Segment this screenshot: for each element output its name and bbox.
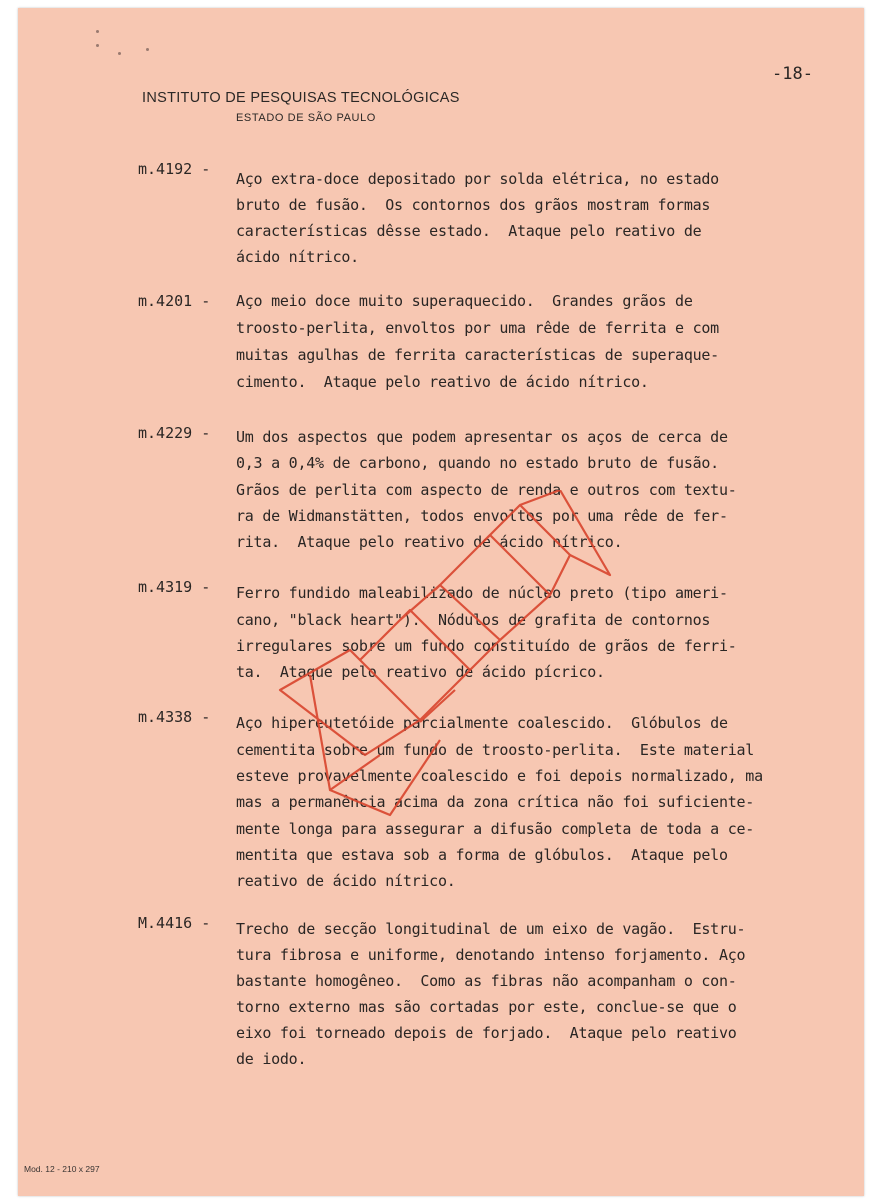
entry-line: cementita sobre um fundo de troosto-perlita. Este material xyxy=(236,741,755,759)
entry-line: ácido nítrico. xyxy=(236,248,359,266)
entry-line: troosto-perlita, envoltos por uma rêde de ferrita e com xyxy=(236,319,719,337)
entry-line: muitas agulhas de ferrita características de superaque- xyxy=(236,346,719,364)
entry-line: Um dos aspectos que podem apresentar os aços de cerca de xyxy=(236,428,728,446)
entry-line: mentita que estava sob a forma de glóbulos. Ataque pelo xyxy=(236,846,728,864)
entry-line: eixo foi torneado depois de forjado. Ataque pelo reativo xyxy=(236,1024,737,1042)
entry-line: Aço extra-doce depositado por solda elétrica, no estado xyxy=(236,170,719,188)
paper-speck xyxy=(96,30,99,33)
entry-line: Aço hipereutetóide parcialmente coalescido. Glóbulos de xyxy=(236,714,728,732)
entry-line: irregulares sobre um fundo constituído de grãos de ferri- xyxy=(236,637,737,655)
paper-speck xyxy=(146,48,149,51)
entry-line: tura fibrosa e uniforme, denotando intenso forjamento. Aço xyxy=(236,946,746,964)
entry-line: mente longa para assegurar a difusão completa de toda a ce- xyxy=(236,820,755,838)
entry-line: bastante homogêneo. Como as fibras não acompanham o con- xyxy=(236,972,737,990)
entry-line: esteve provavelmente coalescido e foi depois normalizado, ma xyxy=(236,767,763,785)
entry-line: rita. Ataque pelo reativo de ácido nítrico. xyxy=(236,533,623,551)
specimen-code: M.4416 - xyxy=(138,914,211,932)
entry-line: torno externo mas são cortadas por este, conclue-se que o xyxy=(236,998,737,1016)
entry-line: Ferro fundido maleabilizado de núcleo preto (tipo ameri- xyxy=(236,584,728,602)
entry-line: Aço meio doce muito superaquecido. Grandes grãos de xyxy=(236,292,693,310)
entry-line: reativo de ácido nítrico. xyxy=(236,872,456,890)
entry-line: Grãos de perlita com aspecto de renda e outros com textu- xyxy=(236,481,737,499)
page-number: -18- xyxy=(772,64,813,84)
specimen-code: m.4201 - xyxy=(138,292,211,310)
specimen-code: m.4338 - xyxy=(138,708,211,726)
entry-line: características dêsse estado. Ataque pelo reativo de xyxy=(236,222,702,240)
entry-line: ra de Widmanstätten, todos envoltos por uma rêde de fer- xyxy=(236,507,728,525)
specimen-code: m.4192 - xyxy=(138,160,211,178)
entry-line: cimento. Ataque pelo reativo de ácido nítrico. xyxy=(236,373,649,391)
paper-speck xyxy=(96,44,99,47)
entry-line: 0,3 a 0,4% de carbono, quando no estado bruto de fusão. xyxy=(236,454,719,472)
state-name: ESTADO DE SÃO PAULO xyxy=(236,112,376,124)
institute-name: INSTITUTO DE PESQUISAS TECNOLÓGICAS xyxy=(142,90,460,106)
entry-line: mas a permanência acima da zona crítica não foi suficiente- xyxy=(236,793,755,811)
entry-line: de iodo. xyxy=(236,1050,307,1068)
entry-line: bruto de fusão. Os contornos dos grãos mostram formas xyxy=(236,196,711,214)
specimen-code: m.4229 - xyxy=(138,424,211,442)
form-code: Mod. 12 - 210 x 297 xyxy=(24,1164,100,1174)
entry-line: ta. Ataque pelo reativo de ácido pícrico. xyxy=(236,663,605,681)
paper-speck xyxy=(118,52,121,55)
entry-line: Trecho de secção longitudinal de um eixo de vagão. Estru- xyxy=(236,920,746,938)
specimen-code: m.4319 - xyxy=(138,578,211,596)
entry-line: cano, "black heart"). Nódulos de grafita de contornos xyxy=(236,611,711,629)
